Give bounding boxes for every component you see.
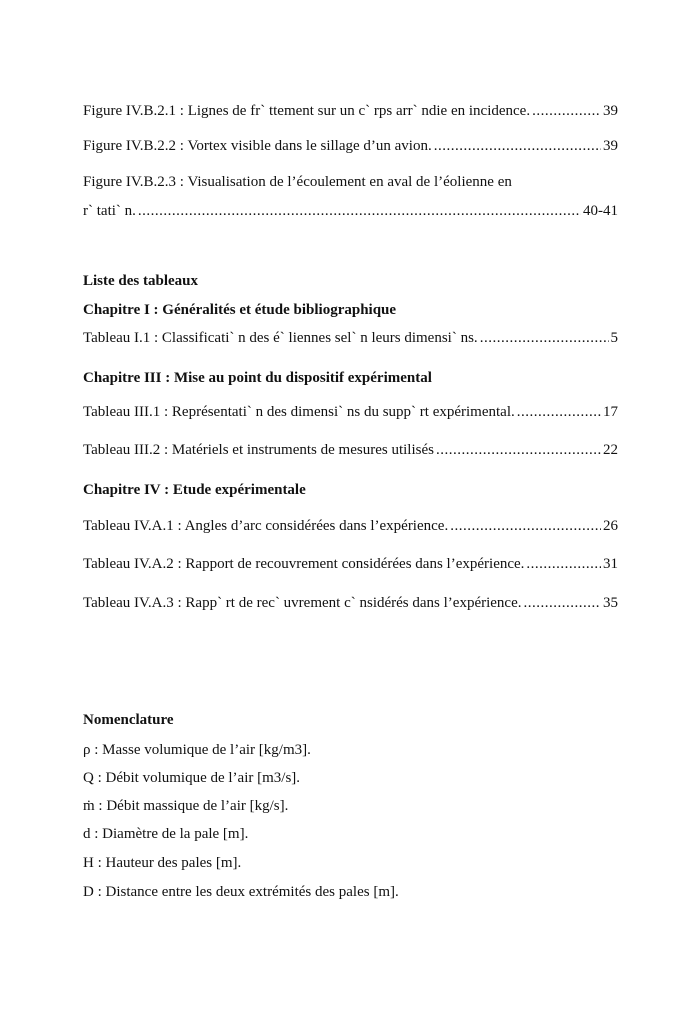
entry-page: 17 [603, 404, 618, 420]
table-entry [83, 516, 618, 536]
dot-leader [526, 554, 601, 574]
nomenclature-heading: Nomenclature [83, 712, 174, 728]
nomenclature-item: ṁ : Débit massique de l’air [kg/s]. [83, 798, 289, 814]
dot-leader [480, 328, 609, 348]
entry-label: Figure IV.B.2.2 : Vortex visible dans le sillage d’un avion. [83, 138, 432, 154]
dot-leader [450, 516, 601, 536]
entry-label: Tableau IV.A.1 : Angles d’arc considérées dans l’expérience. [83, 518, 449, 534]
entry-label: Tableau IV.A.3 : Rapp` rt de rec` uvrement c` nsidérés dans l’expérience. [83, 595, 522, 611]
nomenclature-item: d : Diamètre de la pale [m]. [83, 826, 249, 842]
entry-label: Figure IV.B.2.1 : Lignes de fr` ttement sur un c` rps arr` ndie en incidence. [83, 103, 531, 119]
entry-label: Tableau I.1 : Classificati` n des é` liennes sel` n leurs dimensi` ns. [83, 330, 478, 346]
nomenclature-item: H : Hauteur des pales [m]. [83, 855, 242, 871]
table-entry [83, 440, 618, 460]
dot-leader [434, 136, 601, 156]
figure-entry-line1: Figure IV.B.2.3 : Visualisation de l’écoulement en aval de l’éolienne en [83, 174, 512, 190]
entry-label: Tableau IV.A.2 : Rapport de recouvrement considérées dans l’expérience. [83, 556, 525, 572]
entry-page: 39 [603, 138, 618, 154]
table-entry [83, 593, 618, 613]
chapter-heading: Chapitre I : Généralités et étude bibliographique [83, 302, 397, 318]
entry-page: 35 [603, 595, 618, 611]
entry-label: r` tati` n. [83, 203, 136, 219]
dot-leader [532, 101, 601, 121]
entry-page: 40-41 [583, 203, 618, 219]
dot-leader [138, 201, 581, 221]
entry-page: 39 [603, 103, 618, 119]
figure-entry [83, 201, 618, 221]
dot-leader [436, 440, 601, 460]
entry-page: 26 [603, 518, 618, 534]
entry-page: 5 [610, 330, 618, 346]
nomenclature-item: D : Distance entre les deux extrémités des pales [m]. [83, 884, 399, 900]
table-entry [83, 554, 618, 574]
entry-page: 31 [603, 556, 618, 572]
tables-heading: Liste des tableaux [83, 273, 199, 289]
entry-label: Tableau III.1 : Représentati` n des dimensi` ns du supp` rt expérimental. [83, 404, 515, 420]
nomenclature-item: Q : Débit volumique de l’air [m3/s]. [83, 770, 301, 786]
table-entry [83, 328, 618, 348]
entry-page: 22 [603, 442, 618, 458]
chapter-heading: Chapitre III : Mise au point du dispositif expérimental [83, 370, 432, 386]
dot-leader [524, 593, 602, 613]
figure-entry [83, 136, 618, 156]
entry-label: Tableau III.2 : Matériels et instruments de mesures utilisés [83, 442, 434, 458]
dot-leader [517, 402, 601, 422]
chapter-heading: Chapitre IV : Etude expérimentale [83, 482, 306, 498]
figure-entry [83, 101, 618, 121]
nomenclature-item: ρ : Masse volumique de l’air [kg/m3]. [83, 742, 311, 758]
table-entry [83, 402, 618, 422]
